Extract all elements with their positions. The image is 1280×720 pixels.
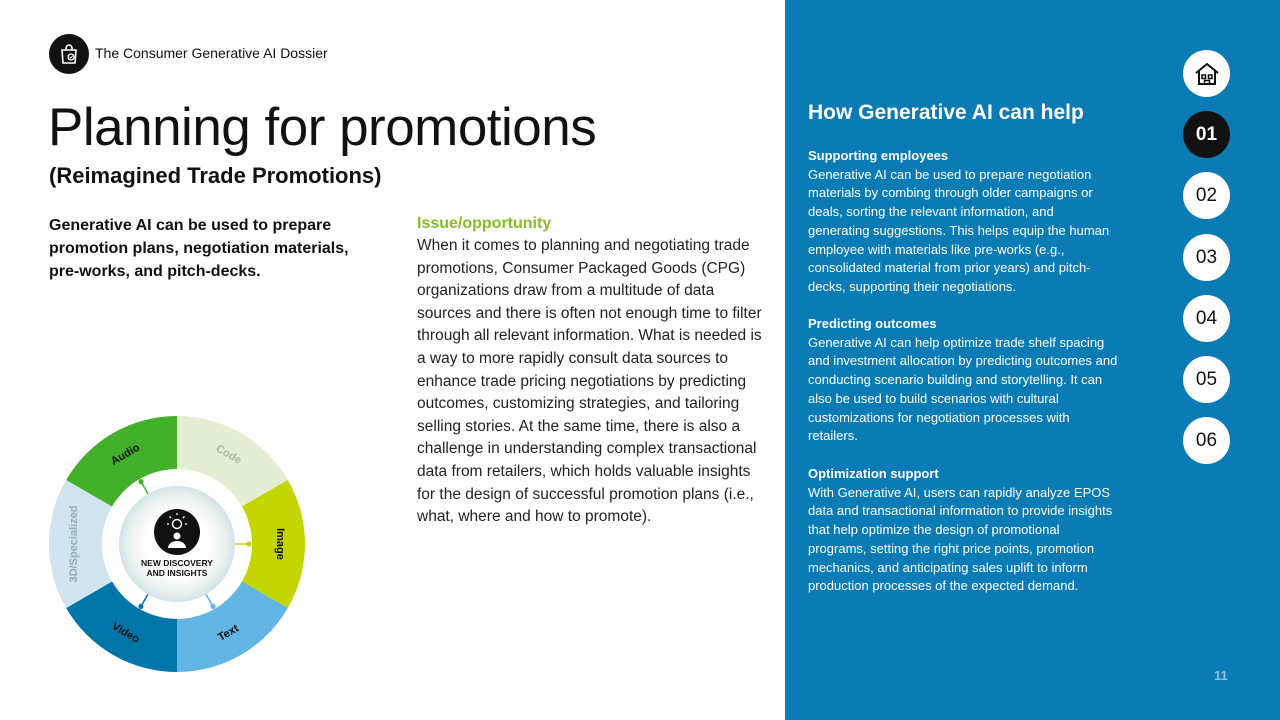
page-title: Planning for promotions (48, 98, 597, 157)
modality-wheel (45, 412, 309, 676)
page-subtitle: (Reimagined Trade Promotions) (49, 163, 382, 188)
section-heading: Optimization support (808, 466, 939, 481)
dossier-title: The Consumer Generative AI Dossier (95, 45, 328, 61)
wheel-label-video: Video (109, 620, 142, 646)
section-heading: Supporting employees (808, 148, 949, 163)
nav-item-03[interactable]: 03 (1183, 234, 1230, 281)
section-body: With Generative AI, users can rapidly analyze EPOS data and transactional information to provide insights that help optimize the design of promotional programs, setting the right price points, promotion mechanics, and anticipating sales uplift to inform production processes of the expected demand. (808, 484, 1113, 594)
nav-item-05[interactable]: 05 (1183, 356, 1230, 403)
nav-item-06[interactable]: 06 (1183, 417, 1230, 464)
wheel-center-line1: NEW DISCOVERY (141, 558, 213, 568)
section-supporting-employees (808, 147, 1118, 297)
nav-item-04[interactable]: 04 (1183, 295, 1230, 342)
wheel-label-audio: Audio (108, 441, 142, 468)
section-body: Generative AI can help optimize trade shelf spacing and investment allocation by predicting outcomes and conducting scenario building and storytelling. It can also be used to build scenarios with cultural customizations for negotiation processes with retailers. (808, 334, 1118, 444)
wheel-connector-dot (138, 479, 143, 484)
issue-heading: Issue/opportunity (417, 215, 552, 232)
wheel-label-image: Image (274, 528, 287, 560)
help-title: How Generative AI can help (808, 101, 1084, 124)
wheel-center-line2: AND INSIGHTS (146, 568, 208, 578)
wheel-label-3d-specialized: 3D/Specialized (67, 505, 80, 583)
page-number: 11 (1214, 668, 1228, 683)
wheel-connector-dot (246, 541, 251, 546)
wheel-label-text: Text (216, 622, 241, 644)
section-optimization-support (808, 465, 1118, 596)
section-predicting-outcomes (808, 315, 1118, 446)
nav-item-01[interactable]: 01 (1183, 111, 1230, 158)
wheel-label-code: Code (213, 442, 244, 467)
section-body: Generative AI can be used to prepare negotiation materials by combing through older campaigns or deals, sorting the relevant information, and generating suggestions. This helps equip the human employee with materials like pre-works (e.g., consolidated material from prior years) and pitch-decks, supporting their negotiations. (808, 166, 1110, 294)
wheel-connector-dot (138, 604, 143, 609)
section-heading: Predicting outcomes (808, 316, 937, 331)
issue-body: When it comes to planning and negotiating trade promotions, Consumer Packaged Goods (CPG) organizations draw from a multitude of data sources and there is often not enough time to filter through all relevant information. What is needed is a way to more rapidly consult data sources to enhance trade pricing negotiations by predicting outcomes, customizing strategies, and tailoring selling stories. At the same time, there is also a challenge in understanding complex transactional data from retailers, which holds valuable insights for the design of successful promotion plans (i.e., what, where and how to promote). (417, 237, 762, 526)
lead-paragraph: Generative AI can be used to prepare promotion plans, negotiation materials, pre-works, and pitch-decks. (49, 217, 349, 280)
wheel-connector-dot (210, 604, 215, 609)
nav-item-02[interactable]: 02 (1183, 172, 1230, 219)
shopping-bag-icon (49, 34, 89, 74)
home-icon[interactable] (1183, 50, 1230, 97)
lightbulb-person-icon (154, 509, 200, 555)
